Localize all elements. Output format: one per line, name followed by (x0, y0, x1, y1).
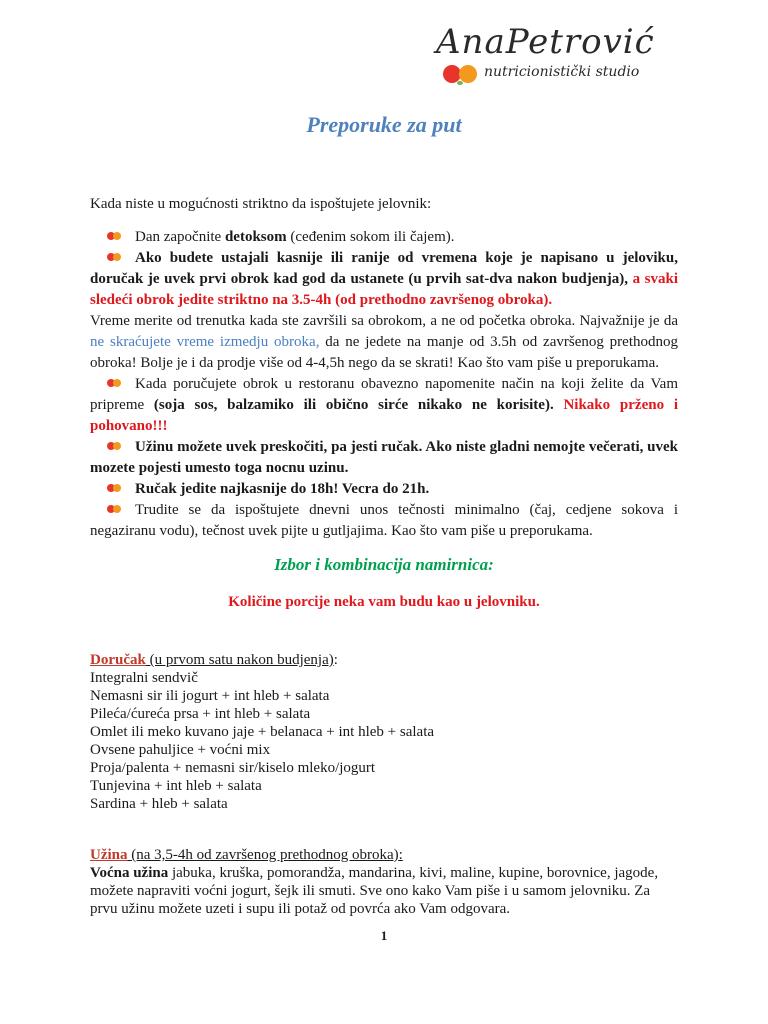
bullet-icon (106, 503, 123, 515)
p1-c: (ceđenim sokom ili čajem). (286, 229, 455, 245)
p3-c: da ne jedete na manje od 3.5h od završenog prethodnog obroka! Bolje je i da prodje više od 4-4,5h nego da se skrati! Kao što vam piše u preporukama. (90, 334, 678, 371)
p4-a: Kada poručujete obrok u restoranu obavezno napomenite način na koji želite da Vam pripreme (90, 376, 678, 413)
list-item: Proja/palenta + nemasni sir/kiselo mleko/jogurt (90, 760, 376, 776)
bullet-icon (106, 377, 123, 389)
paragraph-detox (90, 227, 678, 248)
bullet-icon (106, 251, 123, 263)
list-item: Sardina + hleb + salata (90, 796, 228, 812)
p3-a: Vreme merite od trenutka kada ste završili sa obrokom, a ne od početka obroka. Najvažnije je da (90, 313, 678, 329)
logo-name: AnaPetrović (436, 22, 655, 62)
list-item: Omlet ili meko kuvano jaje + belanaca + int hleb + salata (90, 724, 435, 740)
breakfast-colon: : (333, 652, 338, 668)
p5: Užinu možete uvek preskočiti, pa jesti ručak. Ako niste gladni nemojte večerati, uvek mozete pojesti umesto toga nocnu uzinu. (90, 439, 678, 476)
paragraph-timing (90, 311, 678, 374)
logo-fruit-icon (442, 62, 482, 86)
breakfast-section (90, 651, 678, 813)
section-subtitle: Izbor i kombinacija namirnica: (274, 555, 494, 574)
snack-heading (90, 846, 678, 864)
paragraph-snack (90, 437, 678, 479)
p1-a: Dan započnite (135, 229, 225, 245)
breakfast-heading (90, 651, 678, 669)
p7: Trudite se da ispoštujete dnevni unos tečnosti minimalno (čaj, cedjene sokova i negaziranu vodu), tečnost uvek pijte u gutljajima. Kao što vam piše u preporukama. (90, 502, 678, 539)
paragraph-lunch (90, 479, 678, 500)
page-number: 1 (380, 928, 388, 943)
breakfast-subtitle: (u prvom satu nakon budjenja) (145, 652, 334, 668)
p6: Ručak jedite najkasnije do 18h! Vecra do 21h. (135, 481, 430, 497)
snack-text: jabuka, kruška, pomorandža, mandarina, kivi, maline, kupine, borovnice, jagode, možete napraviti voćni jogurt, šejk ili smuti. Sve ono kako Vam piše i u samom jelovniku. Za prvu užinu možete uzeti i supu ili potaž od povrća ako Vam odgovara. (90, 865, 659, 917)
p1-b: detoksom (224, 229, 287, 245)
snack-body (90, 865, 658, 917)
brand-logo (432, 22, 672, 84)
p2-a: Ako budete ustajali kasnije ili ranije od vremena koje je napisano u jeloviku, doručak je uvek prvi obrok kad god da ustanete (u prvih sat-dva nakon budjenja), (90, 250, 678, 287)
list-item: Integralni sendvič (90, 670, 198, 686)
p4-b: (soja sos, balzamiko ili obično sirće nikako ne korisite). (153, 397, 554, 413)
snack-label: Voćna užina (90, 865, 169, 881)
recommendations (90, 227, 678, 542)
logo-subtitle: nutricionistički studio (484, 64, 640, 80)
p2-b: a svaki sledeći obrok jedite striktno na 3.5-4h (od prethodno završenog obroka). (90, 271, 678, 308)
snack-title: Užina (90, 847, 128, 863)
snack-section (90, 846, 678, 918)
paragraph-restaurant (90, 374, 678, 437)
bullet-icon (106, 230, 123, 242)
list-item: Ovsene pahuljice + voćni mix (90, 742, 271, 758)
breakfast-title: Doručak (90, 652, 146, 668)
list-item: Nemasni sir ili jogurt + int hleb + salata (90, 688, 330, 704)
snack-subtitle: (na 3,5-4h od završenog prethodnog obroka) (127, 847, 399, 863)
bullet-icon (106, 482, 123, 494)
list-item: Pileća/ćureća prsa + int hleb + salata (90, 706, 311, 722)
portion-note: Količine porcije neka vam budu kao u jelovniku. (228, 594, 540, 610)
intro-text: Kada niste u mogućnosti striktno da ispoštujete jelovnik: (90, 196, 432, 212)
snack-colon: : (398, 847, 403, 863)
p4-c: Nikako prženo i pohovano!!! (90, 397, 679, 434)
bullet-icon (106, 440, 123, 452)
page-title: Preporuke za put (306, 112, 462, 137)
p3-b: ne skraćujete vreme izmedju obroka, (90, 334, 320, 350)
paragraph-fluids (90, 500, 678, 542)
paragraph-breakfast (90, 248, 678, 311)
list-item: Tunjevina + int hleb + salata (90, 778, 262, 794)
